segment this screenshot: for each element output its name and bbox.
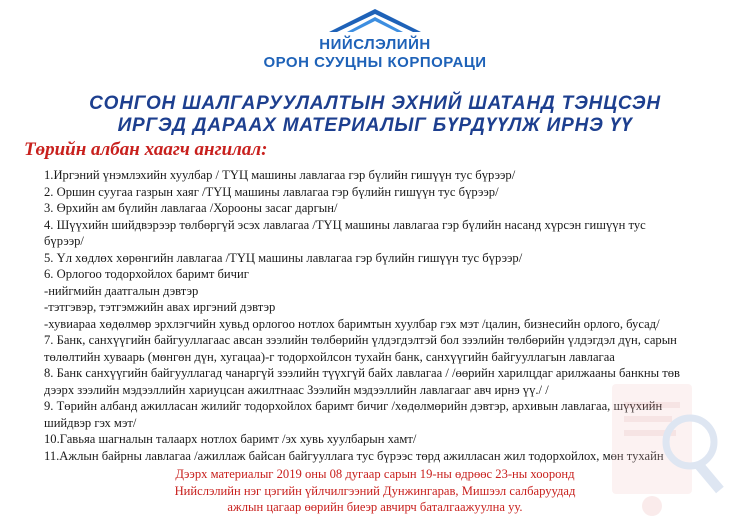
list-item: -нийгмийн даатгалын дэвтэр <box>44 283 199 298</box>
list-item: 1.Иргэний үнэмлэхийн хуулбар / ТҮЦ машины лавлагаа гэр бүлийн гишүүн тус бүрээр/ <box>44 168 516 182</box>
list-item: бүрээр/ <box>44 234 84 248</box>
list-item: 6. Орлогоо тодорхойлох баримт бичиг <box>44 267 249 281</box>
logo <box>0 8 750 72</box>
list-item: 5. Үл хөдлөх хөрөнгийн лавлагаа /ТҮЦ машины лавлагаа гэр бүлийн гишүүн тус бүрээр/ <box>44 250 523 265</box>
document-magnifier-illustration <box>592 364 742 524</box>
logo-text-line1: НИЙСЛЭЛИЙН <box>319 36 431 53</box>
list-item: 7. Банк, санхүүгийн байгууллагаас авсан зээлийн төлбөрийн үлдэгдэлтэй бол зээлийн төлбөрийн үлдэгдэл дүн, сарын <box>44 333 677 347</box>
list-item: 2. Оршин суугаа газрын хаяг /ТҮЦ машины лавлагаа гэр бүлийн гишүүн тус бүрээр/ <box>44 184 499 199</box>
list-item: дээрх зээлийн мэдээллийн хариуцсан ажилтнаас Зээлийн мэдээллийн лавлагааг авч ирнэ үү./ / <box>44 382 549 397</box>
list-item: шийдвэр гэх мэт/ <box>44 415 137 430</box>
footer-line2: Нийслэлийн нэг цэгийн үйлчилгээний Дунжингарав, Мишээл салбаруудад <box>174 483 576 498</box>
headline-line1: СОНГОН ШАЛГАРУУЛАЛТЫН ЭХНИЙ ШАТАНД ТЭНЦСЭН <box>89 93 661 114</box>
section-title: Төрийн албан хаагч ангилал: <box>24 139 268 160</box>
list-item: -тэтгэвэр, тэтгэмжийн авах иргэний дэвтэр <box>44 300 276 314</box>
list-item: 3. Өрхийн ам бүлийн лавлагаа /Хорооны засаг даргын/ <box>44 201 338 215</box>
list-item: төлөлтийн хуваарь (мөнгөн дүн, хугацаа)-г тодорхойлсон тухайн банк, санхүүгийн байгууллагын лавлагаа <box>44 349 615 364</box>
list-item: 4. Шүүхийн шийдвэрээр төлбөргүй эсэх лавлагаа /ТҮЦ машины лавлагаа гэр бүлийн насанд хүрсэн гишүүн тус <box>44 217 646 232</box>
list-item: 9. Төрийн албанд ажилласан жилийг тодорхойлох баримт бичиг /хөдөлмөрийн дэвтэр, архивын лавлагаа, шүүхийн <box>44 399 663 413</box>
footer-line3: ажлын цагаар өөрийн биеэр авчирч баталгаажуулна уу. <box>227 500 523 514</box>
headline-line2: ИРГЭД ДАРААХ МАТЕРИАЛЫГ БҮРДҮҮЛЖ ИРНЭ ҮҮ <box>117 115 633 136</box>
list-item: 10.Гавьяа шагналын талаарх нотлох баримт /эх хувь хуулбарын хамт/ <box>44 432 417 446</box>
list-item: 11.Ажлын байрны лавлагаа /ажиллаж байсан байгууллага тус бүрээс төрд ажилласан жил тодорхойлох, мөн тухайн <box>44 448 664 463</box>
logo-text-line2: ОРОН СУУЦНЫ КОРПОРАЦИ <box>263 54 487 71</box>
house-roof-icon <box>325 8 425 34</box>
headline <box>0 93 750 137</box>
list-item: -хувиараа хөдөлмөр эрхлэгчийн хувьд орлогоо нотлох баримтын хуулбар гэх мэт /цалин, бизнесийн орлого, бусад/ <box>44 316 660 331</box>
list-item: 8. Банк санхүүгийн байгууллагад чанаргүй зээлийн түүхгүй байх лавлагаа / /өөрийн харилцдаг арилжааны банкны төв <box>44 366 680 380</box>
footer-line1: Дээрх материалыг 2019 оны 08 дугаар сарын 19-ны өдрөөс 23-ны хооронд <box>175 467 575 481</box>
